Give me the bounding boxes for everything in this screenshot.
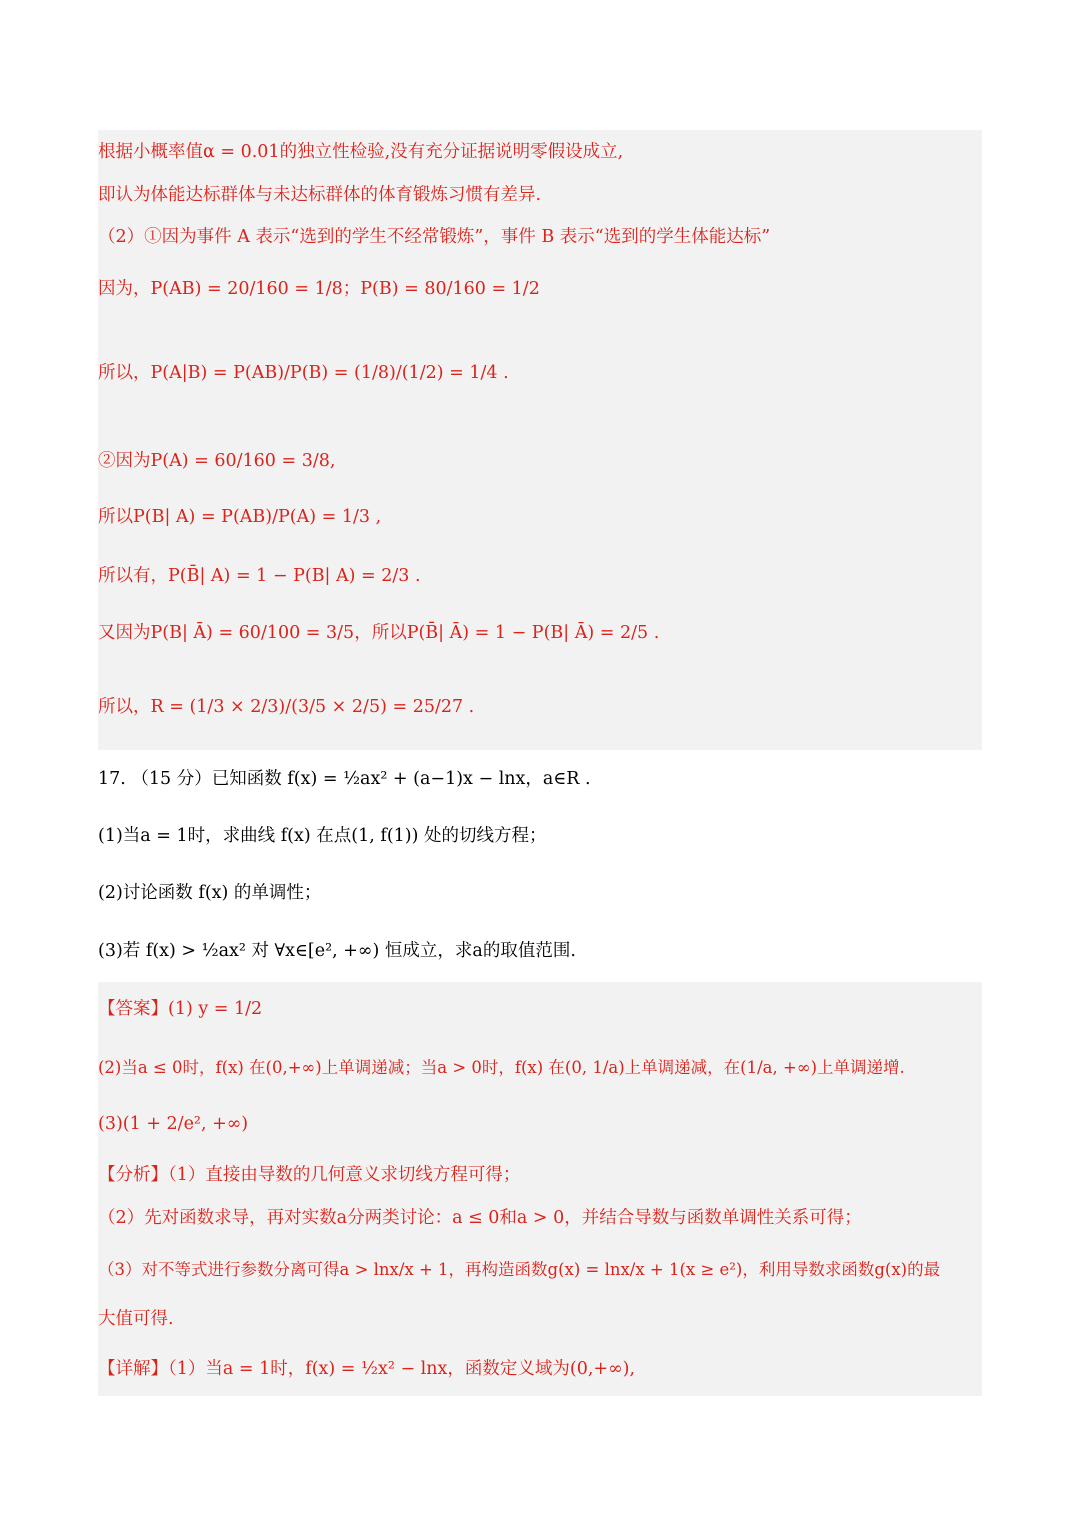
analysis-line-2 bbox=[98, 1197, 982, 1241]
detail-line-1 bbox=[98, 1348, 982, 1392]
solution-line-1 bbox=[98, 131, 982, 175]
line-text: 所以P(B| A) = P(AB)/P(A) = 1/3 , bbox=[98, 507, 382, 528]
question-17-part-1 bbox=[98, 815, 982, 859]
line-text: （2）先对函数求导，再对实数a分两类讨论：a ≤ 0和a > 0，并结合导数与函数单调性关系可得； bbox=[98, 1208, 862, 1229]
line-text: 大值可得. bbox=[98, 1309, 174, 1330]
line-text: (3)(1 + 2/e², +∞) bbox=[98, 1114, 249, 1135]
line-text: 【分析】（1）直接由导数的几何意义求切线方程可得； bbox=[98, 1165, 521, 1186]
answer-part-1 bbox=[98, 988, 982, 1032]
solution-line-2 bbox=[98, 174, 982, 218]
line-text: 17. （15 分）已知函数 f(x) = ½ax² + (a−1)x − lnx，a∈R . bbox=[98, 769, 591, 790]
solution-line-3 bbox=[98, 216, 982, 260]
solution-line-6 bbox=[98, 440, 982, 484]
line-text: 即认为体能达标群体与未达标群体的体育锻炼习惯有差异. bbox=[98, 185, 542, 206]
question-17-part-2 bbox=[98, 872, 982, 916]
line-text: (1)当a = 1时，求曲线 f(x) 在点(1, f(1)) 处的切线方程； bbox=[98, 826, 547, 847]
solution-line-4 bbox=[98, 268, 982, 312]
question-17-stem bbox=[98, 758, 982, 802]
line-text: 【详解】（1）当a = 1时，f(x) = ½x² − lnx，函数定义域为(0,+∞), bbox=[98, 1359, 636, 1380]
line-text: 所以，R = (1/3 × 2/3)/(3/5 × 2/5) = 25/27 . bbox=[98, 697, 475, 718]
line-text: 【答案】(1) y = 1/2 bbox=[98, 999, 263, 1020]
line-text: （2）①因为事件 A 表示“选到的学生不经常锻炼”，事件 B 表示“选到的学生体能达标” bbox=[98, 227, 771, 248]
analysis-line-4 bbox=[98, 1298, 982, 1342]
line-text: 又因为P(B| Ā) = 60/100 = 3/5，所以P(B̄| Ā) = 1 − P(B| Ā) = 2/5 . bbox=[98, 623, 660, 644]
question-17-part-3 bbox=[98, 930, 982, 974]
analysis-line-1 bbox=[98, 1154, 982, 1198]
solution-line-10 bbox=[98, 686, 982, 730]
line-text: (2)当a ≤ 0时，f(x) 在(0,+∞)上单调递减；当a > 0时，f(x) 在(0, 1/a)上单调递减，在(1/a, +∞)上单调递增. bbox=[98, 1057, 905, 1077]
answer-part-2 bbox=[98, 1046, 982, 1090]
line-text: (2)讨论函数 f(x) 的单调性； bbox=[98, 883, 322, 904]
line-text: 根据小概率值α = 0.01的独立性检验,没有充分证据说明零假设成立, bbox=[98, 142, 624, 163]
solution-line-9 bbox=[98, 612, 982, 656]
analysis-line-3 bbox=[98, 1248, 982, 1292]
line-text: (3)若 f(x) > ½ax² 对 ∀x∈[e², +∞) 恒成立，求a的取值范围. bbox=[98, 941, 576, 962]
solution-line-8 bbox=[98, 555, 982, 599]
line-text: ②因为P(A) = 60/160 = 3/8, bbox=[98, 451, 336, 472]
solution-line-7 bbox=[98, 496, 982, 540]
solution-line-5 bbox=[98, 352, 982, 396]
line-text: （3）对不等式进行参数分离可得a > lnx/x + 1，再构造函数g(x) = lnx/x + 1(x ≥ e²)，利用导数求函数g(x)的最 bbox=[98, 1259, 941, 1279]
answer-part-3 bbox=[98, 1103, 982, 1147]
line-text: 因为，P(AB) = 20/160 = 1/8；P(B) = 80/160 = 1/2 bbox=[98, 279, 540, 300]
line-text: 所以有，P(B̄| A) = 1 − P(B| A) = 2/3 . bbox=[98, 566, 421, 587]
line-text: 所以，P(A|B) = P(AB)/P(B) = (1/8)/(1/2) = 1/4 . bbox=[98, 363, 509, 384]
